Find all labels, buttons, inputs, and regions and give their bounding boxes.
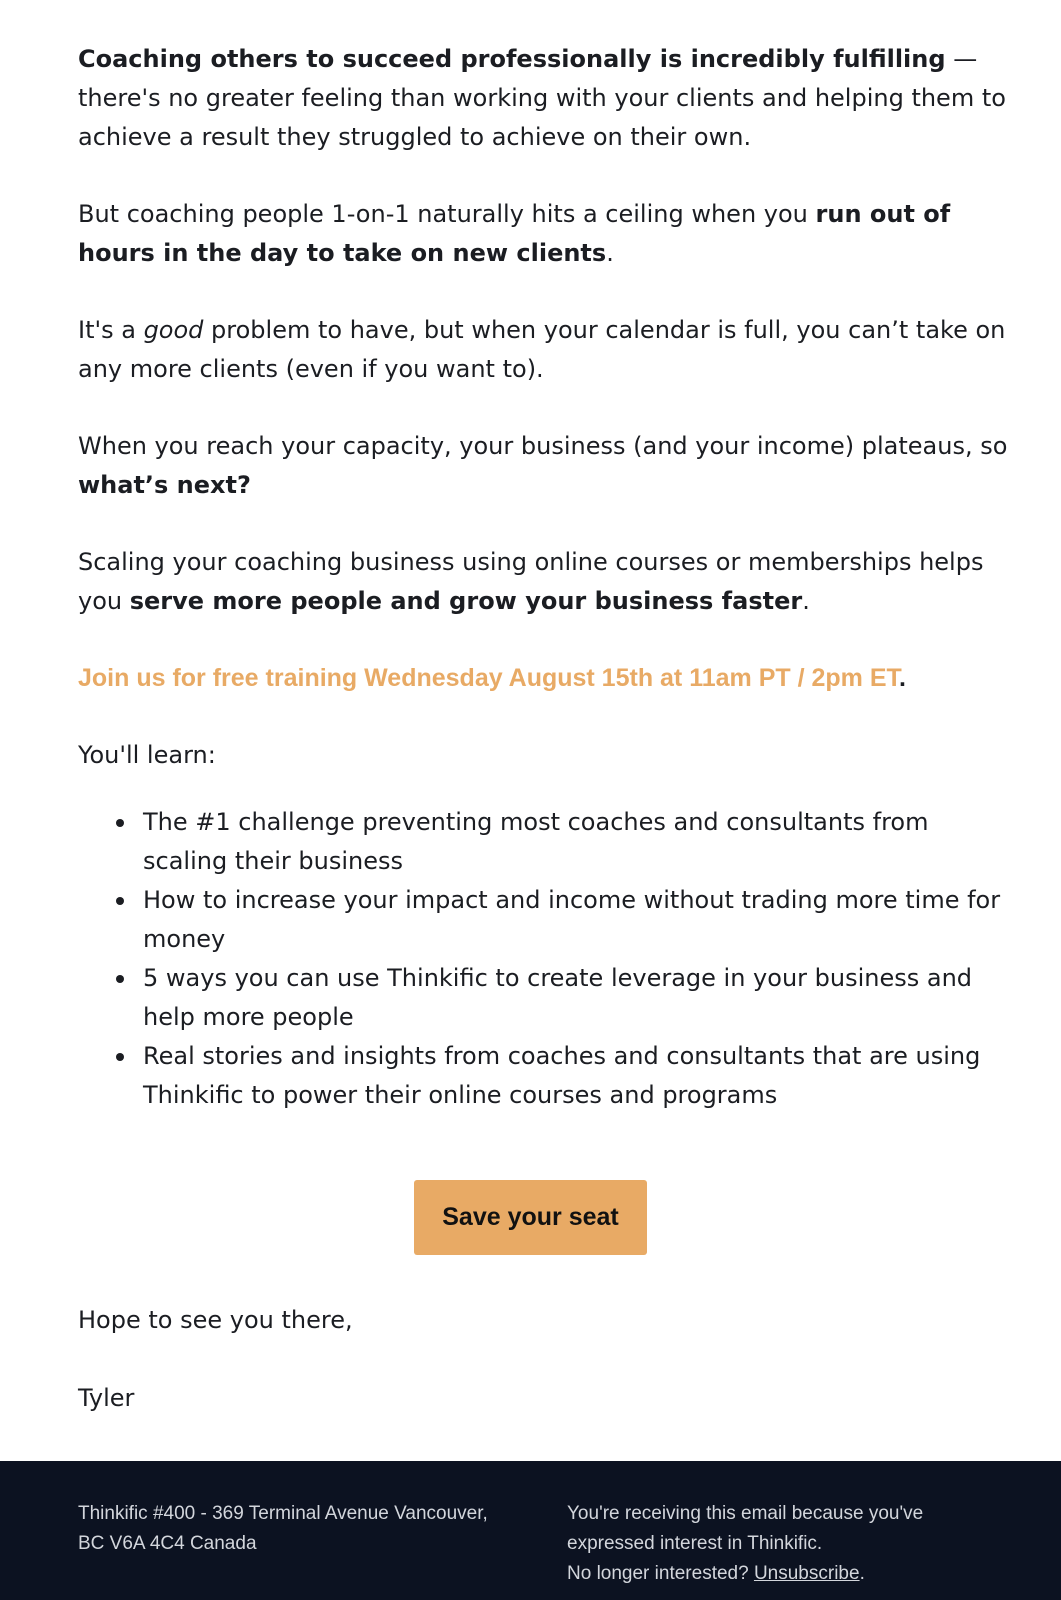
scaling-end-text: . — [802, 587, 810, 615]
ceiling-bold-text: run out of hours in the day to take on new clients — [78, 200, 951, 267]
notice-line: You're receiving this email because you've — [567, 1503, 924, 1524]
paragraph-capacity — [78, 427, 1008, 505]
learn-list-item: How to increase your impact and income without trading more time for money — [143, 881, 1008, 959]
email-footer — [0, 1461, 1061, 1600]
learn-list-item: 5 ways you can use Thinkific to create leverage in your business and help more people — [143, 959, 1008, 1037]
learn-list-item: Real stories and insights from coaches and consultants that are using Thinkific to power their online courses and programs — [143, 1037, 1008, 1115]
notice-line: expressed interest in Thinkific. — [567, 1533, 823, 1554]
paragraph-scaling — [78, 543, 1008, 621]
learn-intro: You'll learn: — [78, 741, 216, 769]
intro-bold-text: Coaching others to succeed professionally is incredibly fulfilling — [78, 45, 946, 73]
address-line: Thinkific #400 - 369 Terminal Avenue Vancouver, — [78, 1503, 488, 1524]
learn-list-item: The #1 challenge preventing most coaches and consultants from scaling their business — [143, 803, 1008, 881]
good-problem-text: It's a — [78, 316, 144, 344]
ceiling-end-text: . — [606, 239, 614, 267]
cta-wrapper — [0, 1180, 1061, 1255]
intro-text: — there's no greater feeling than working with your clients and helping them to achieve a result they struggled to achieve on their own. — [78, 45, 1006, 151]
training-announcement — [78, 659, 1008, 698]
good-italic-text: good — [143, 316, 204, 344]
unsubscribe-end: . — [859, 1563, 865, 1584]
training-announcement-text: Join us for free training Wednesday August 15th at 11am PT / 2pm ET — [78, 664, 900, 692]
learn-list — [143, 803, 1008, 1115]
email-body — [78, 40, 1008, 1115]
training-announcement-end: . — [899, 664, 906, 692]
company-address — [78, 1499, 538, 1559]
unsubscribe-link[interactable]: Unsubscribe — [753, 1563, 860, 1584]
save-your-seat-button[interactable]: Save your seat — [414, 1180, 647, 1255]
scaling-text: Scaling your coaching business using online courses or memberships helps you — [78, 548, 984, 615]
closing-line: Hope to see you there, — [78, 1306, 353, 1334]
good-problem-end-text: problem to have, but when your calendar is full, you can’t take on any more clients (even if you want to). — [78, 316, 1006, 383]
whats-next-bold-text: what’s next? — [78, 471, 251, 499]
unsubscribe-line — [567, 1559, 1027, 1589]
ceiling-text: But coaching people 1-on-1 naturally hits a ceiling when you — [78, 200, 816, 228]
address-line: BC V6A 4C4 Canada — [78, 1533, 257, 1554]
paragraph-good-problem — [78, 311, 1008, 389]
unsubscribe-prompt: No longer interested? — [567, 1563, 754, 1584]
paragraph-ceiling — [78, 195, 1008, 273]
subscription-notice — [567, 1499, 1027, 1589]
capacity-text: When you reach your capacity, your business (and your income) plateaus, so — [78, 432, 1008, 460]
signature: Tyler — [78, 1384, 135, 1412]
paragraph-intro — [78, 40, 1008, 157]
scaling-bold-text: serve more people and grow your business faster — [129, 587, 803, 615]
